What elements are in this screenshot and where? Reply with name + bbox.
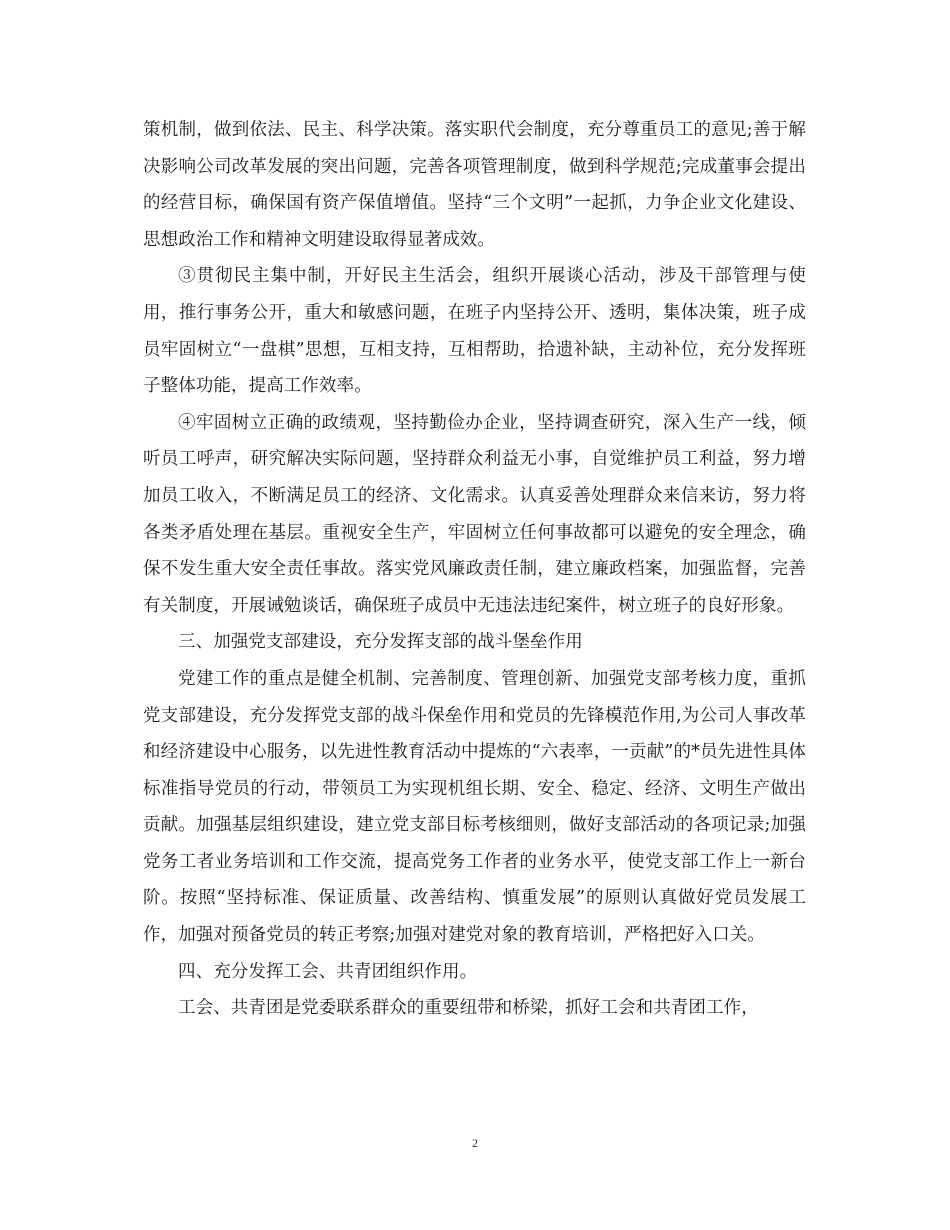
paragraph-1: 策机制，做到依法、民主、科学决策。落实职代会制度，充分尊重员工的意见;善于解决影响公司改革发展的突出问题，完善各项管理制度，做到科学规范;完成董事会提出的经营目标，确保国有资产保值增值。坚持“三个文明”一起抓，力争企业文化建设、思想政治工作和精神文明建设取得显著成效。 bbox=[143, 120, 806, 250]
paragraph-5: 党建工作的重点是健全机制、完善制度、管理创新、加强党支部考核力度，重抓党支部建设，充分发挥党支部的战斗保垒作用和党员的先锋模范作用,为公司人事改革和经济建设中心服务，以先进性教育活动中提炼的“六表率，一贡献”的*员先进性具体标准指导党员的行动，带领员工为实现机组长期、安全、稳定、经济、文明生产做出贡献。加强基层组织建设，建立党支部目标考核细则，做好支部活动的各项记录;加强党务工者业务培训和工作交流，提高党务工作者的业务水平，使党支部工作上一新台阶。按照“坚持标准、保证质量、改善结构、慎重发展”的原则认真做好党员发展工作，加强对预备党员的转正考察;加强对建党对象的教育培训，严格把好入口关。 bbox=[143, 668, 806, 946]
page-number: 2 bbox=[472, 1136, 478, 1150]
paragraph-7: 工会、共青团是党委联系群众的重要纽带和桥梁，抓好工会和共青团工作， bbox=[178, 998, 759, 1019]
paragraph-2: ③贯彻民主集中制，开好民主生活会，组织开展谈心活动，涉及干部管理与使用，推行事务公开，重大和敏感问题，在班子内坚持公开、透明，集体决策，班子成员牢固树立“一盘棋”思想，互相支持，互相帮助，拾遗补缺，主动补位，充分发挥班子整体功能，提高工作效率。 bbox=[143, 266, 806, 397]
document-body bbox=[143, 112, 806, 1027]
section-heading-4: 四、充分发挥工会、共青团组织作用。 bbox=[178, 961, 478, 982]
section-heading-3: 三、加强党支部建设，充分发挥支部的战斗堡垒作用 bbox=[178, 632, 583, 653]
paragraph-3: ④牢固树立正确的政绩观，坚持勤俭办企业，坚持调查研究，深入生产一线，倾听员工呼声，研究解决实际问题，坚持群众利益无小事，自觉维护员工利益，努力增加员工收入，不断满足员工的经济、文化需求。认真妥善处理群众来信来访，努力将各类矛盾处理在基层。重视安全生产，牢固树立任何事故都可以避免的安全理念，确保不发生重大安全责任事故。落实党风廉政责任制，建立廉政档案，加强监督，完善有关制度，开展诫勉谈话，确保班子成员中无违法违纪案件，树立班子的良好形象。 bbox=[143, 412, 806, 616]
